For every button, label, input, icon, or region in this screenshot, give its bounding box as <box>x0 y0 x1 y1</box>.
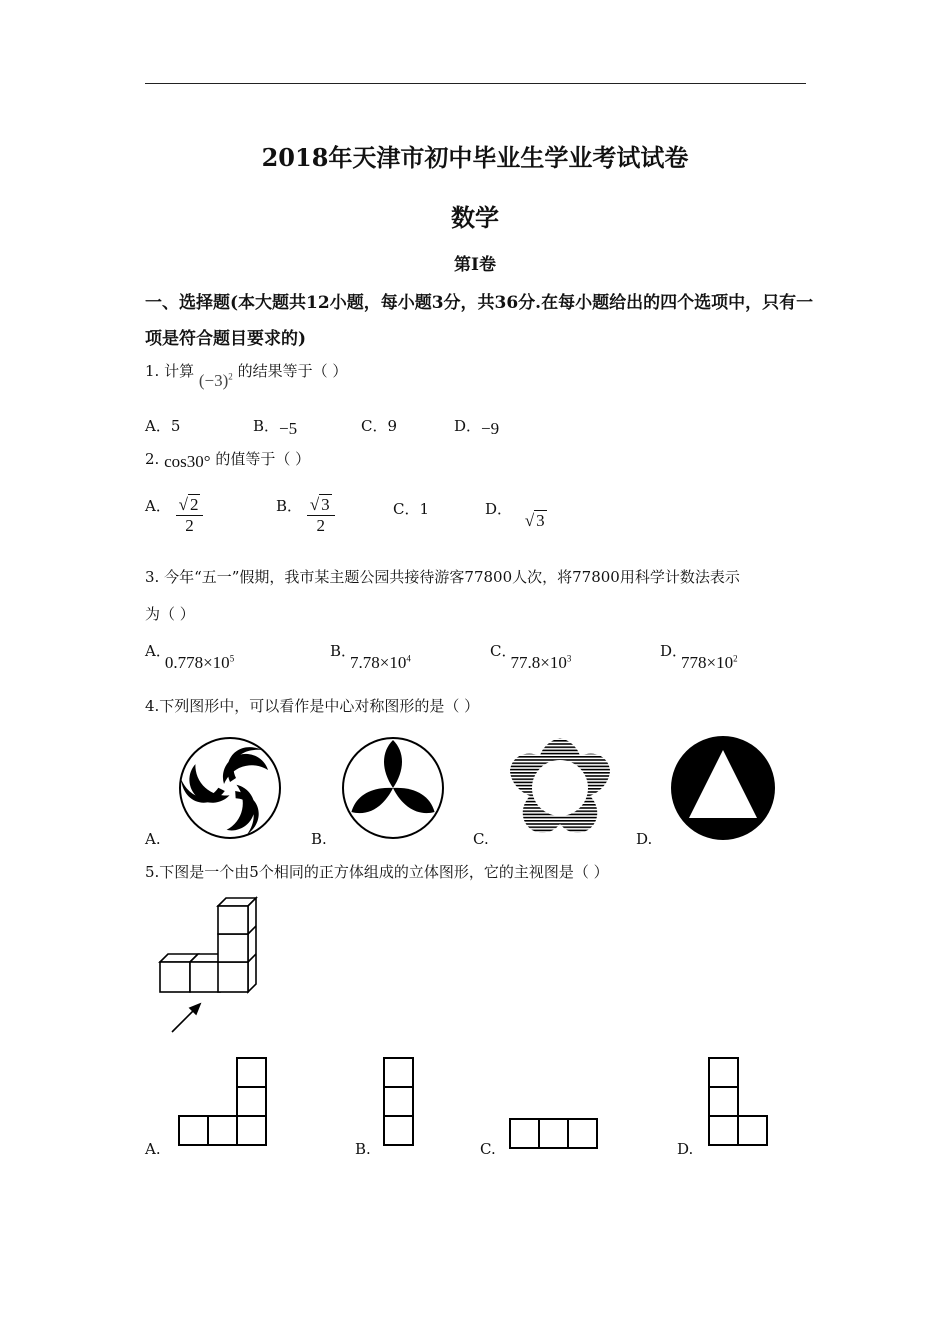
q5-option-b-label[interactable]: B. <box>355 1140 371 1158</box>
triskelion-icon <box>175 733 285 843</box>
q1-option-a[interactable] <box>145 415 180 436</box>
striped-star-icon <box>505 733 615 843</box>
option-label: B． <box>253 417 280 435</box>
option-label: A． <box>145 642 171 660</box>
q2-stem-pre: 2. <box>145 450 160 468</box>
front-view-b-icon <box>382 1055 416 1147</box>
fraction <box>307 495 335 536</box>
sci-exp: 5 <box>229 653 235 664</box>
q2-option-c[interactable] <box>393 498 429 519</box>
option-label: A． <box>145 497 171 515</box>
q2-stem <box>145 448 310 469</box>
q4-option-a-figure[interactable] <box>175 733 285 843</box>
q4-stem: 4.下列图形中，可以看作是中心对称图形的是（ ） <box>145 697 480 715</box>
sci-exp: 2 <box>733 653 738 664</box>
q4-option-d-label[interactable]: D. <box>636 830 653 848</box>
q1-expr-exp: 2 <box>228 371 233 382</box>
q5-option-a-figure[interactable] <box>178 1055 270 1147</box>
sci-base: 778×10 <box>681 653 734 672</box>
front-view-c-icon <box>508 1117 600 1151</box>
q4-option-d-figure[interactable] <box>668 733 778 843</box>
fraction-denominator: 2 <box>316 516 325 535</box>
option-value: −5 <box>279 419 298 438</box>
option-value <box>350 653 411 672</box>
exam-volume: 第Ⅰ卷 <box>454 255 496 275</box>
q2-option-b[interactable] <box>276 495 335 536</box>
q5-cube-figure <box>150 892 270 1042</box>
q5-option-b-figure[interactable] <box>382 1055 416 1147</box>
q5-option-d-figure[interactable] <box>707 1055 771 1147</box>
q1-expr <box>199 371 233 390</box>
q5-stem: 5.下图是一个由5个相同的正方体组成的立体图形，它的主视图是（ ） <box>145 863 609 881</box>
fraction-numerator: √ 2 <box>176 495 204 516</box>
option-label: D． <box>485 500 513 518</box>
option-value <box>165 653 234 672</box>
sci-base: 77.8×10 <box>510 653 567 672</box>
three-petal-icon <box>338 733 448 843</box>
option-value: 1 <box>419 500 430 518</box>
option-label: D． <box>660 642 688 660</box>
front-view-d-icon <box>707 1055 771 1147</box>
radical <box>188 495 201 515</box>
front-view-a-icon <box>178 1055 270 1147</box>
q2-expr: cos30° <box>164 452 211 471</box>
q1-stem-pre: 1. 计算 <box>145 362 195 380</box>
radicand: 3 <box>536 511 545 530</box>
q2-option-a[interactable] <box>145 495 203 536</box>
radicand: 2 <box>189 495 199 514</box>
q1-option-d[interactable] <box>454 415 499 436</box>
q4-option-c-figure[interactable] <box>505 733 615 843</box>
q4-option-a-label[interactable]: A. <box>145 830 161 848</box>
q5-option-c-figure[interactable] <box>508 1117 600 1151</box>
option-label: B． <box>330 642 357 660</box>
q4-option-b-label[interactable]: B. <box>311 830 327 848</box>
triangle-in-circle-icon <box>668 733 778 843</box>
fraction <box>176 495 204 536</box>
option-label: D． <box>454 417 482 435</box>
q5-option-a-label[interactable]: A. <box>145 1140 161 1158</box>
q1-option-c[interactable] <box>361 415 397 436</box>
q1-expr-base: (−3) <box>198 371 229 390</box>
fraction-numerator: √ 3 <box>307 495 335 516</box>
q3-stem-line2: 为（ ） <box>145 605 195 623</box>
exam-title: 2018年天津市初中毕业生学业考试试卷 <box>261 143 689 172</box>
option-value <box>681 653 738 672</box>
q1-stem <box>145 360 348 390</box>
q1-stem-post: 的结果等于（ ） <box>237 362 348 380</box>
sci-exp: 3 <box>566 653 572 664</box>
isometric-cubes-icon <box>150 892 270 1042</box>
q5-option-c-label[interactable]: C. <box>480 1140 496 1158</box>
q4-option-c-label[interactable]: C. <box>473 830 489 848</box>
radical: √ 3 <box>524 511 545 530</box>
q1-option-b[interactable] <box>253 415 297 436</box>
option-value <box>510 653 571 672</box>
sci-base: 7.78×10 <box>350 653 407 672</box>
option-label: A． <box>145 417 171 435</box>
q2-option-d[interactable] <box>485 498 547 530</box>
fraction-denominator: 2 <box>185 516 194 535</box>
q4-option-b-figure[interactable] <box>338 733 448 843</box>
top-rule <box>145 83 806 84</box>
q3-stem-line1: 3. 今年“五一”假期，我市某主题公园共接待游客77800人次，将77800用科学计数法表示 <box>145 568 740 586</box>
sci-base: 0.778×10 <box>164 653 230 672</box>
option-value: −9 <box>481 419 500 438</box>
radical <box>319 495 332 515</box>
q5-option-d-label[interactable]: D. <box>677 1140 694 1158</box>
q2-stem-post: 的值等于（ ） <box>215 450 311 468</box>
radicand: 3 <box>321 495 330 514</box>
section-heading: 一、选择题(本大题共12小题，每小题3分，共36分.在每小题给出的四个选项中，只有一项是符合题目要求的) <box>145 293 814 349</box>
option-label: C． <box>361 417 388 435</box>
option-label: C． <box>393 500 420 518</box>
option-value: 9 <box>387 417 398 435</box>
option-label: C． <box>490 642 517 660</box>
exam-subject: 数学 <box>451 203 499 232</box>
sci-exp: 4 <box>406 653 411 664</box>
option-label: B． <box>276 497 303 515</box>
option-value: 5 <box>170 417 181 435</box>
